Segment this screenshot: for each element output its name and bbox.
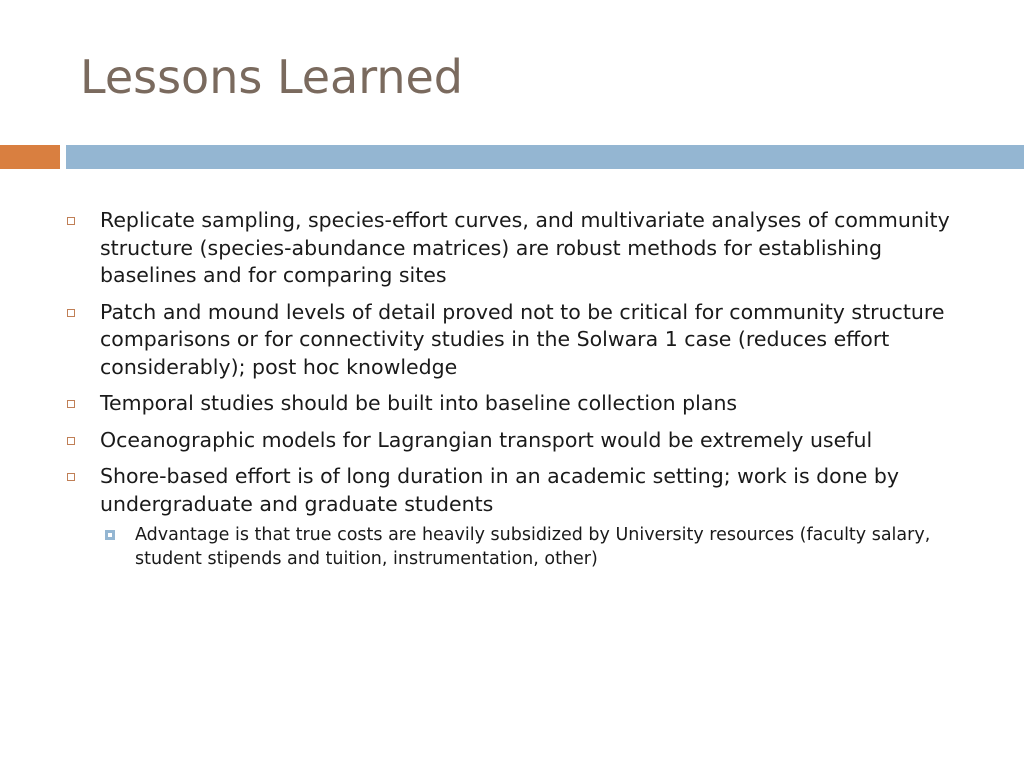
bullet-text: Shore-based effort is of long duration in an academic setting; work is done by undergraduate and graduate students — [100, 464, 899, 516]
bullet-item — [66, 299, 966, 382]
bullet-text: Replicate sampling, species-effort curves, and multivariate analyses of community structure (species-abundance matrices) are robust methods for establishing baselines and for comparing sites — [100, 208, 950, 287]
square-bullet-icon — [67, 437, 75, 445]
sub-bullet-list — [100, 523, 966, 571]
bullet-text: Oceanographic models for Lagrangian transport would be extremely useful — [100, 427, 873, 452]
sub-bullet-text: Advantage is that true costs are heavily subsidized by University resources (faculty salary, student stipends and tuition, instrumentation, other) — [135, 525, 931, 569]
bullet-item — [66, 390, 966, 418]
square-bullet-icon — [67, 473, 75, 481]
slide-title: Lessons Learned — [80, 50, 464, 104]
filled-square-bullet-icon — [105, 530, 115, 540]
square-bullet-icon — [67, 217, 75, 225]
bullet-item — [66, 427, 966, 455]
square-bullet-icon — [67, 400, 75, 408]
bullet-text: Patch and mound levels of detail proved not to be critical for community structure comparisons or for connectivity studies in the Solwara 1 case (reduces effort considerably); post hoc knowledge — [100, 299, 945, 379]
bullet-item — [66, 207, 966, 290]
bullet-list — [66, 207, 966, 580]
bullet-item — [66, 463, 966, 571]
square-bullet-icon — [67, 309, 75, 317]
title-rule-bar — [66, 145, 1024, 169]
accent-bar — [0, 145, 60, 169]
sub-bullet-item — [100, 523, 966, 571]
bullet-text: Temporal studies should be built into baseline collection plans — [100, 391, 738, 415]
